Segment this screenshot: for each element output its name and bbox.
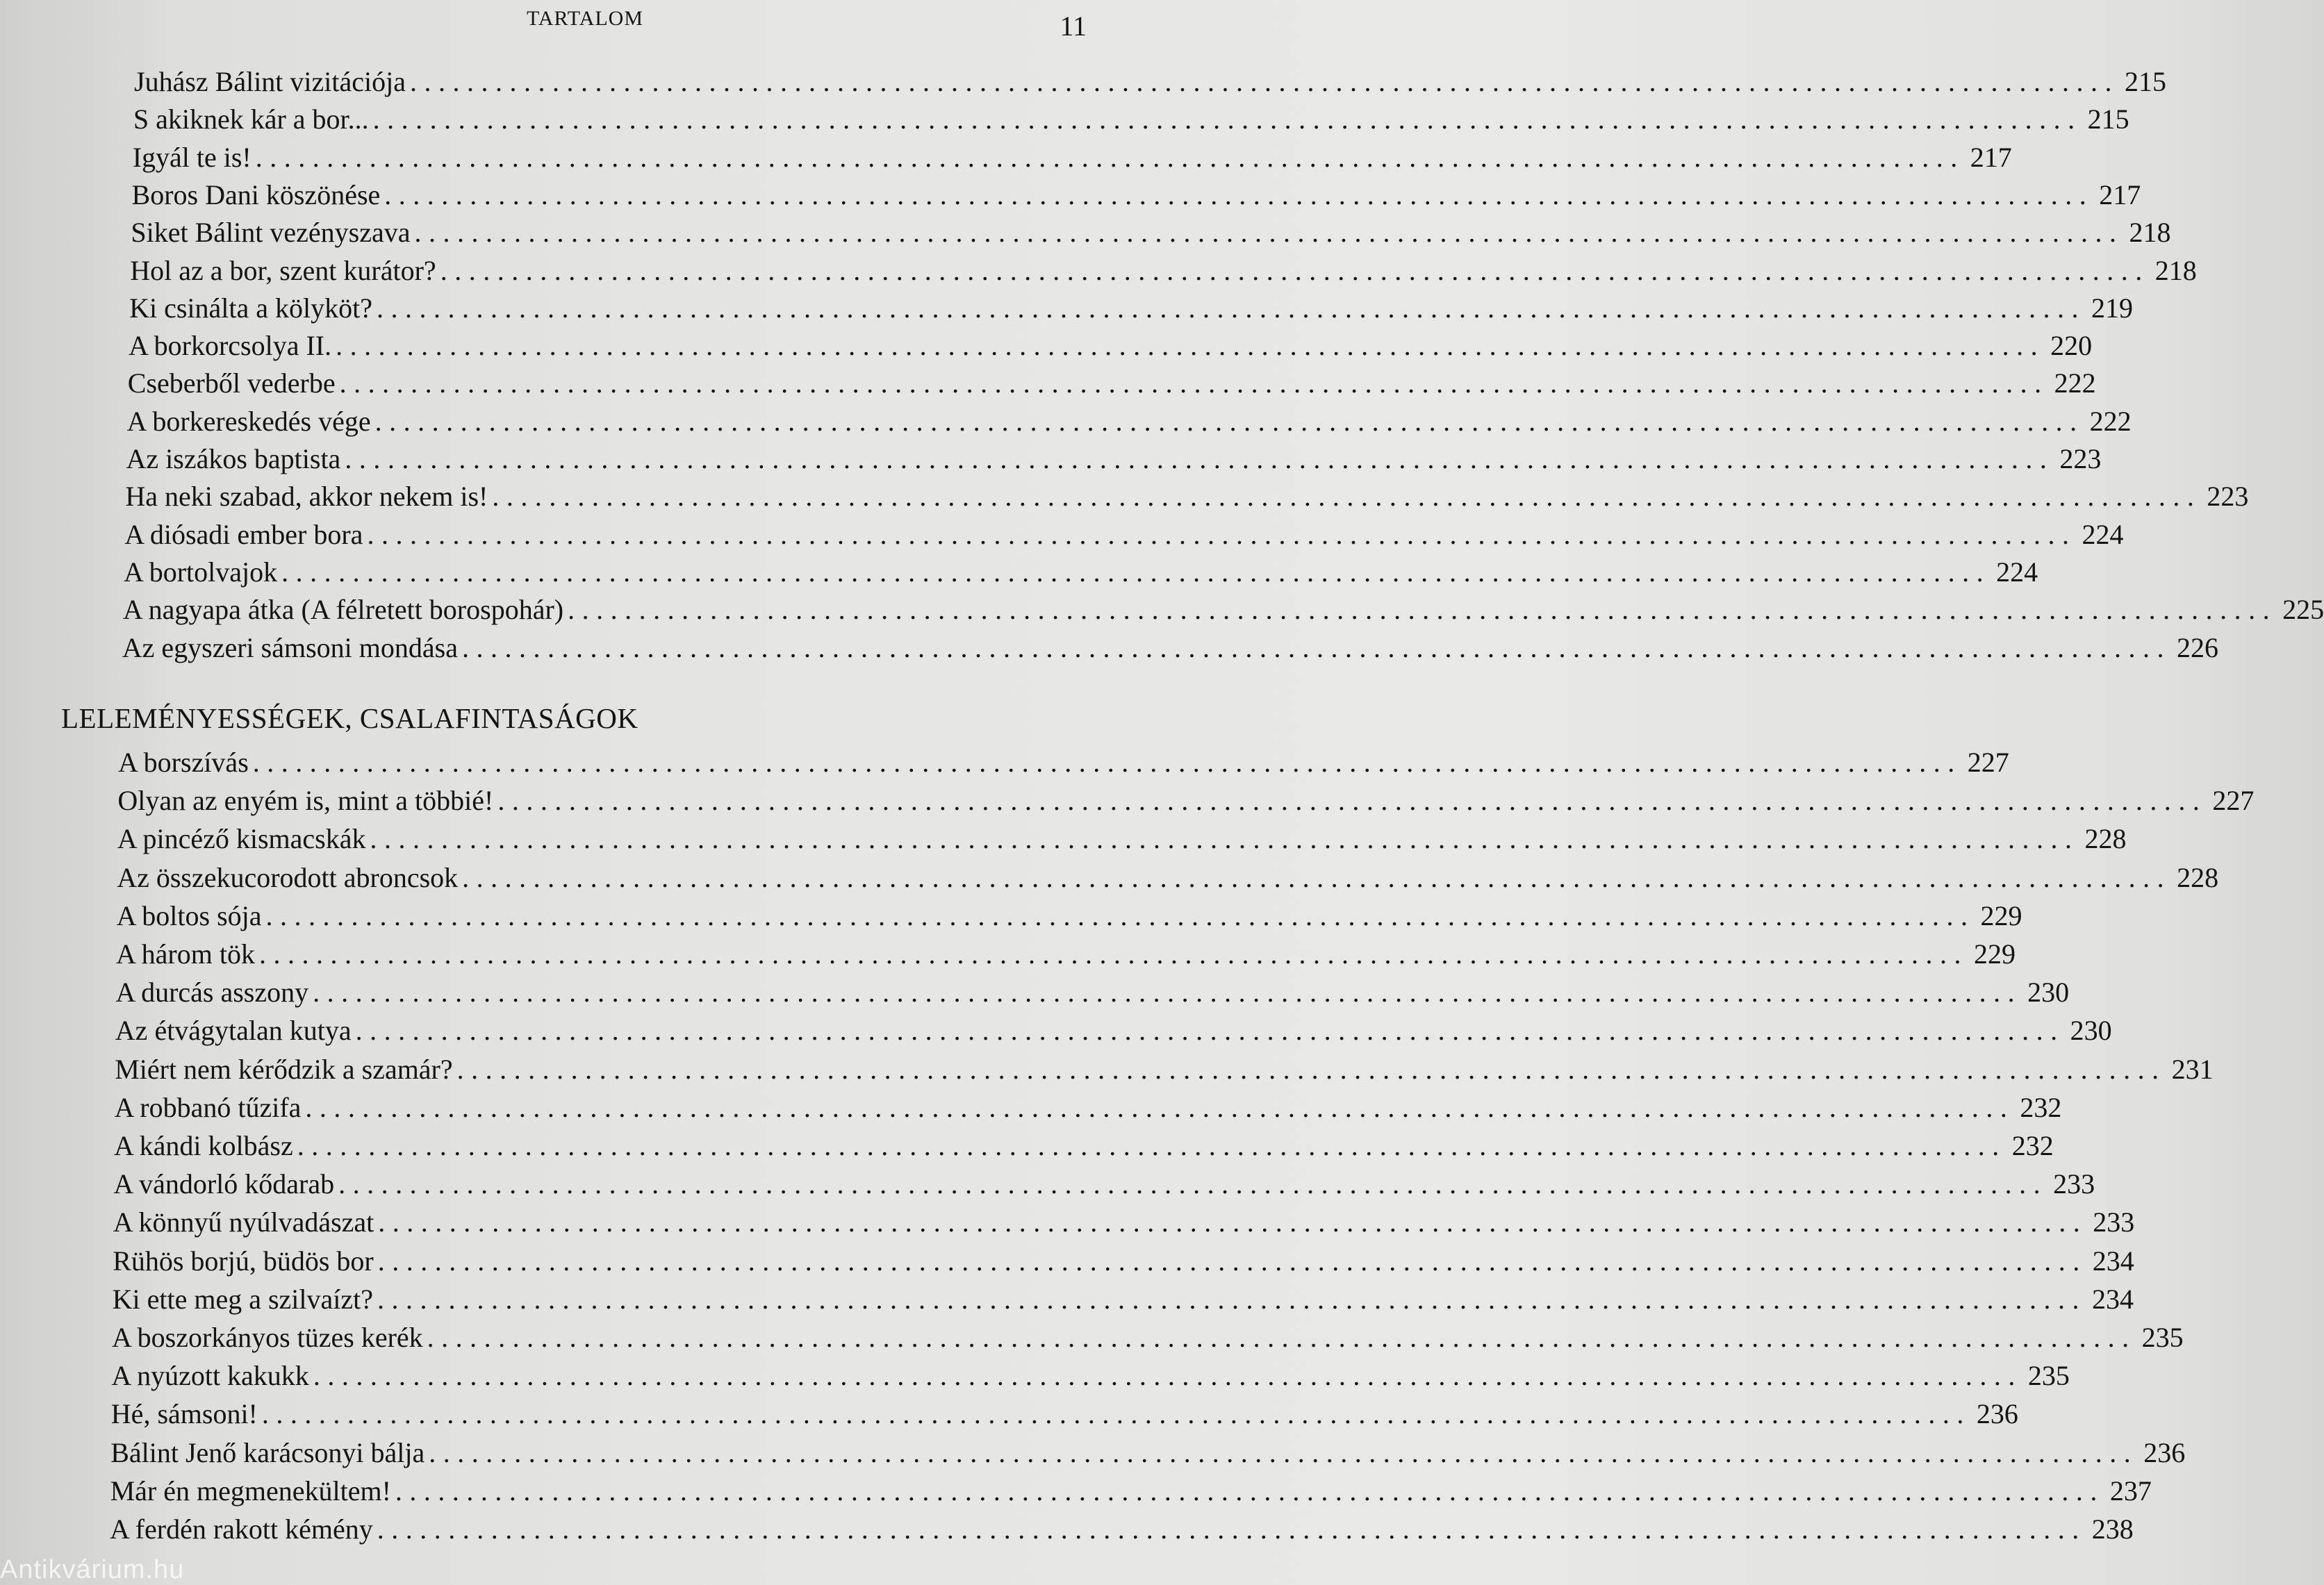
dot-leader: ........................................................................................................................ [258, 938, 1968, 970]
dot-leader: ........................................................................................................................ [410, 66, 2119, 97]
toc-entry [117, 783, 2255, 819]
toc-entry-title: A nyúzott kakukk [111, 1360, 309, 1392]
toc-entry [113, 1204, 2135, 1240]
toc-entry-title: Rühös borjú, büdös bor [113, 1245, 374, 1277]
toc-entry-title: A borkereskedés vége [126, 405, 371, 437]
toc-entry-title: Hé, sámsoni! [110, 1398, 258, 1430]
dot-leader: ........................................................................................................................ [255, 141, 1965, 173]
dot-leader: ........................................................................................................................ [384, 179, 2094, 210]
toc-entry-title: Az egyszeri sámsoni mondása [122, 631, 458, 663]
toc-entry [113, 1166, 2095, 1202]
toc-entry [111, 1358, 2070, 1394]
toc-entry [116, 936, 2016, 972]
dot-leader: ........................................................................................................................ [414, 217, 2124, 249]
toc-entry-title: Siket Bálint vezényszava [131, 217, 411, 249]
dot-leader: ........................................................................................................................ [427, 1322, 2136, 1353]
toc-entry-title: Boros Dani köszönése [131, 179, 381, 210]
dot-leader: ........................................................................................................................ [374, 405, 2084, 437]
toc-entry-title: A boltos sója [116, 899, 262, 931]
toc-entry [114, 1128, 2054, 1164]
toc-entry-page: 237 [2109, 1475, 2152, 1507]
toc-entry-page: 232 [2011, 1130, 2054, 1161]
toc-entry-page: 236 [1976, 1398, 2018, 1430]
dot-leader: ........................................................................................................................ [305, 1091, 2015, 1123]
dot-leader: ........................................................................................................................ [265, 899, 1975, 931]
toc-entry-page: 230 [2070, 1015, 2112, 1047]
toc-entry-page: 228 [2177, 861, 2219, 893]
dot-leader: ........................................................................................................................ [377, 1513, 2086, 1545]
dot-leader: ........................................................................................................................ [497, 785, 2207, 817]
toc-entry-title: A diósadi ember bora [124, 518, 363, 550]
toc-entry-page: 215 [2087, 103, 2129, 135]
toc-entry-title: Ha neki szabad, akkor nekem is! [125, 481, 488, 513]
toc-entry-page: 232 [2020, 1091, 2062, 1123]
toc-entry-title: A bortolvajok [124, 556, 278, 588]
toc-entry [115, 974, 2070, 1011]
toc-entry [129, 290, 2133, 326]
toc-entry [132, 140, 2012, 176]
toc-entry-page: 222 [2089, 405, 2132, 437]
toc-entry [115, 1052, 2214, 1088]
toc-entry [110, 1396, 2018, 1432]
toc-entry-title: Az iszákos baptista [126, 443, 341, 474]
toc-entry [134, 64, 2166, 100]
toc-entry-page: 219 [2091, 292, 2133, 324]
dot-leader: ........................................................................................................................ [370, 823, 2079, 855]
dot-leader: ........................................................................................................................ [568, 594, 2277, 626]
toc-entry-title: A robbanó tűzifa [114, 1091, 302, 1123]
toc-entry-title: Bálint Jenő karácsonyi bálja [110, 1436, 425, 1468]
toc-entry-page: 233 [2053, 1168, 2095, 1200]
dot-leader: ........................................................................................................................ [377, 1245, 2087, 1277]
toc-entry-title: Már én megmenekültem! [110, 1475, 391, 1507]
toc-entry [110, 1473, 2152, 1509]
toc-entry-page: 238 [2091, 1513, 2134, 1545]
dot-leader: ........................................................................................................................ [440, 254, 2150, 286]
toc-entry [124, 554, 2038, 590]
toc-entry-page: 230 [2027, 977, 2070, 1009]
toc-entry [127, 365, 2096, 401]
toc-entry-page: 234 [2092, 1245, 2134, 1277]
toc-entry-title: Miért nem kérődzik a szamár? [115, 1053, 453, 1085]
toc-entry [113, 1243, 2134, 1279]
toc-entry [122, 630, 2218, 666]
toc-entry [122, 592, 2324, 628]
dot-leader: ........................................................................................................................ [313, 977, 2022, 1009]
section-heading: LELEMÉNYESSÉGEK, CSALAFINTASÁGOK [61, 702, 638, 734]
toc-entry [110, 1511, 2134, 1547]
toc-entry [112, 1320, 2184, 1356]
toc-entry-page: 226 [2176, 631, 2218, 663]
dot-leader: ........................................................................................................................ [461, 631, 2171, 663]
toc-entry [125, 479, 2249, 515]
toc-entry-title: A vándorló kődarab [113, 1168, 335, 1200]
toc-entry-page: 215 [2125, 66, 2166, 97]
toc-entry-title: Az étvágytalan kutya [115, 1015, 352, 1047]
toc-entry-page: 236 [2143, 1436, 2186, 1468]
toc-entry [131, 215, 2171, 251]
watermark: Antikvárium.hu [0, 1555, 185, 1584]
dot-leader: ........................................................................................................................ [336, 330, 2045, 362]
dot-leader: ........................................................................................................................ [367, 518, 2077, 550]
toc-entry-title: Ki csinálta a kölyköt? [129, 292, 372, 324]
dot-leader: ........................................................................................................................ [338, 1168, 2048, 1200]
toc-entry-page: 223 [2207, 481, 2249, 513]
dot-leader: ........................................................................................................................ [377, 1283, 2086, 1315]
toc-entry-page: 229 [1980, 899, 2022, 931]
dot-leader: ........................................................................................................................ [281, 556, 1991, 588]
toc-entry [115, 1013, 2112, 1049]
toc-entry-title: Igyál te is! [132, 141, 252, 173]
toc-entry-page: 228 [2084, 823, 2127, 855]
toc-entry-page: 218 [2154, 254, 2197, 286]
toc-entry [118, 745, 2009, 781]
toc-entry-title: S akiknek kár a bor... [133, 103, 369, 135]
toc-entry-page: 224 [1996, 556, 2038, 588]
dot-leader: ........................................................................................................................ [378, 1206, 2088, 1238]
toc-entry [116, 898, 2022, 934]
dot-leader: ........................................................................................................................ [377, 292, 2086, 324]
toc-entry-title: Az összekucorodott abroncsok [117, 861, 459, 893]
toc-entry-page: 229 [1973, 938, 2016, 970]
toc-entry-title: A könnyű nyúlvadászat [113, 1206, 374, 1238]
toc-entry-page: 220 [2050, 330, 2093, 362]
toc-entry [117, 821, 2127, 857]
running-head: TARTALOM [526, 7, 644, 30]
dot-leader: ........................................................................................................................ [345, 443, 2054, 474]
page-number: 11 [1060, 10, 1087, 42]
toc-entry-page: 218 [2129, 217, 2171, 249]
toc-entry-title: A három tök [116, 938, 255, 970]
toc-entry-title: A ferdén rakott kémény [110, 1513, 373, 1545]
toc-entry-title: A borkorcsolya II. [128, 330, 332, 362]
toc-entry-page: 235 [2027, 1360, 2070, 1392]
toc-entry-page: 222 [2054, 367, 2096, 399]
toc-entry-title: Hol az a bor, szent kurátor? [130, 254, 436, 286]
dot-leader: ........................................................................................................................ [429, 1436, 2138, 1468]
toc-entry-title: Ki ette meg a szilvaízt? [112, 1283, 373, 1315]
toc-entry [131, 177, 2141, 213]
dot-leader: ........................................................................................................................ [492, 481, 2202, 513]
dot-leader: ........................................................................................................................ [297, 1130, 2006, 1161]
dot-leader: ........................................................................................................................ [313, 1360, 2022, 1392]
dot-leader: ........................................................................................................................ [462, 861, 2172, 893]
toc-entry-title: A nagyapa átka (A félretett borospohár) [122, 594, 564, 626]
toc-entry-page: 217 [2099, 179, 2141, 210]
toc-entry-title: A borszívás [118, 747, 249, 778]
toc-entry-page: 231 [2171, 1053, 2214, 1085]
toc-entry [114, 1090, 2062, 1126]
toc-entry-page: 235 [2141, 1322, 2184, 1353]
toc-entry-page: 233 [2093, 1206, 2135, 1238]
dot-leader: ........................................................................................................................ [456, 1053, 2166, 1085]
toc-entry [126, 404, 2132, 440]
toc-entry-page: 224 [2082, 518, 2124, 550]
toc-entry-page: 225 [2282, 594, 2324, 626]
toc-entry [124, 517, 2124, 553]
toc-entry [133, 101, 2129, 138]
dot-leader: ........................................................................................................................ [252, 747, 1962, 778]
toc-entry [117, 860, 2219, 896]
dot-leader: ........................................................................................................................ [339, 367, 2049, 399]
toc-entry [112, 1281, 2134, 1318]
toc-entry-page: 223 [2059, 443, 2102, 474]
toc-entry-title: A pincéző kismacskák [117, 823, 366, 855]
toc-entry [128, 328, 2093, 364]
toc-entry-page: 234 [2091, 1283, 2134, 1315]
toc-entry-page: 227 [2212, 785, 2255, 817]
toc-entry-title: A durcás asszony [115, 977, 309, 1009]
toc-entry-title: Cseberből vederbe [127, 367, 336, 399]
toc-entry-title: Olyan az enyém is, mint a többié! [117, 785, 494, 817]
toc-entry-title: Juhász Bálint vizitációja [134, 66, 406, 97]
dot-leader: ........................................................................................................................ [355, 1015, 2065, 1047]
toc-entry-page: 227 [1967, 747, 2009, 778]
toc-entry-title: A boszorkányos tüzes kerék [112, 1322, 423, 1353]
dot-leader: ........................................................................................................................ [372, 103, 2082, 135]
toc-entry [126, 441, 2102, 477]
dot-leader: ........................................................................................................................ [261, 1398, 1971, 1430]
toc-entry-title: A kándi kolbász [114, 1130, 293, 1161]
dot-leader: ........................................................................................................................ [395, 1475, 2104, 1507]
toc-entry [130, 253, 2197, 289]
toc-entry-page: 217 [1970, 141, 2012, 173]
toc-entry [110, 1435, 2186, 1471]
